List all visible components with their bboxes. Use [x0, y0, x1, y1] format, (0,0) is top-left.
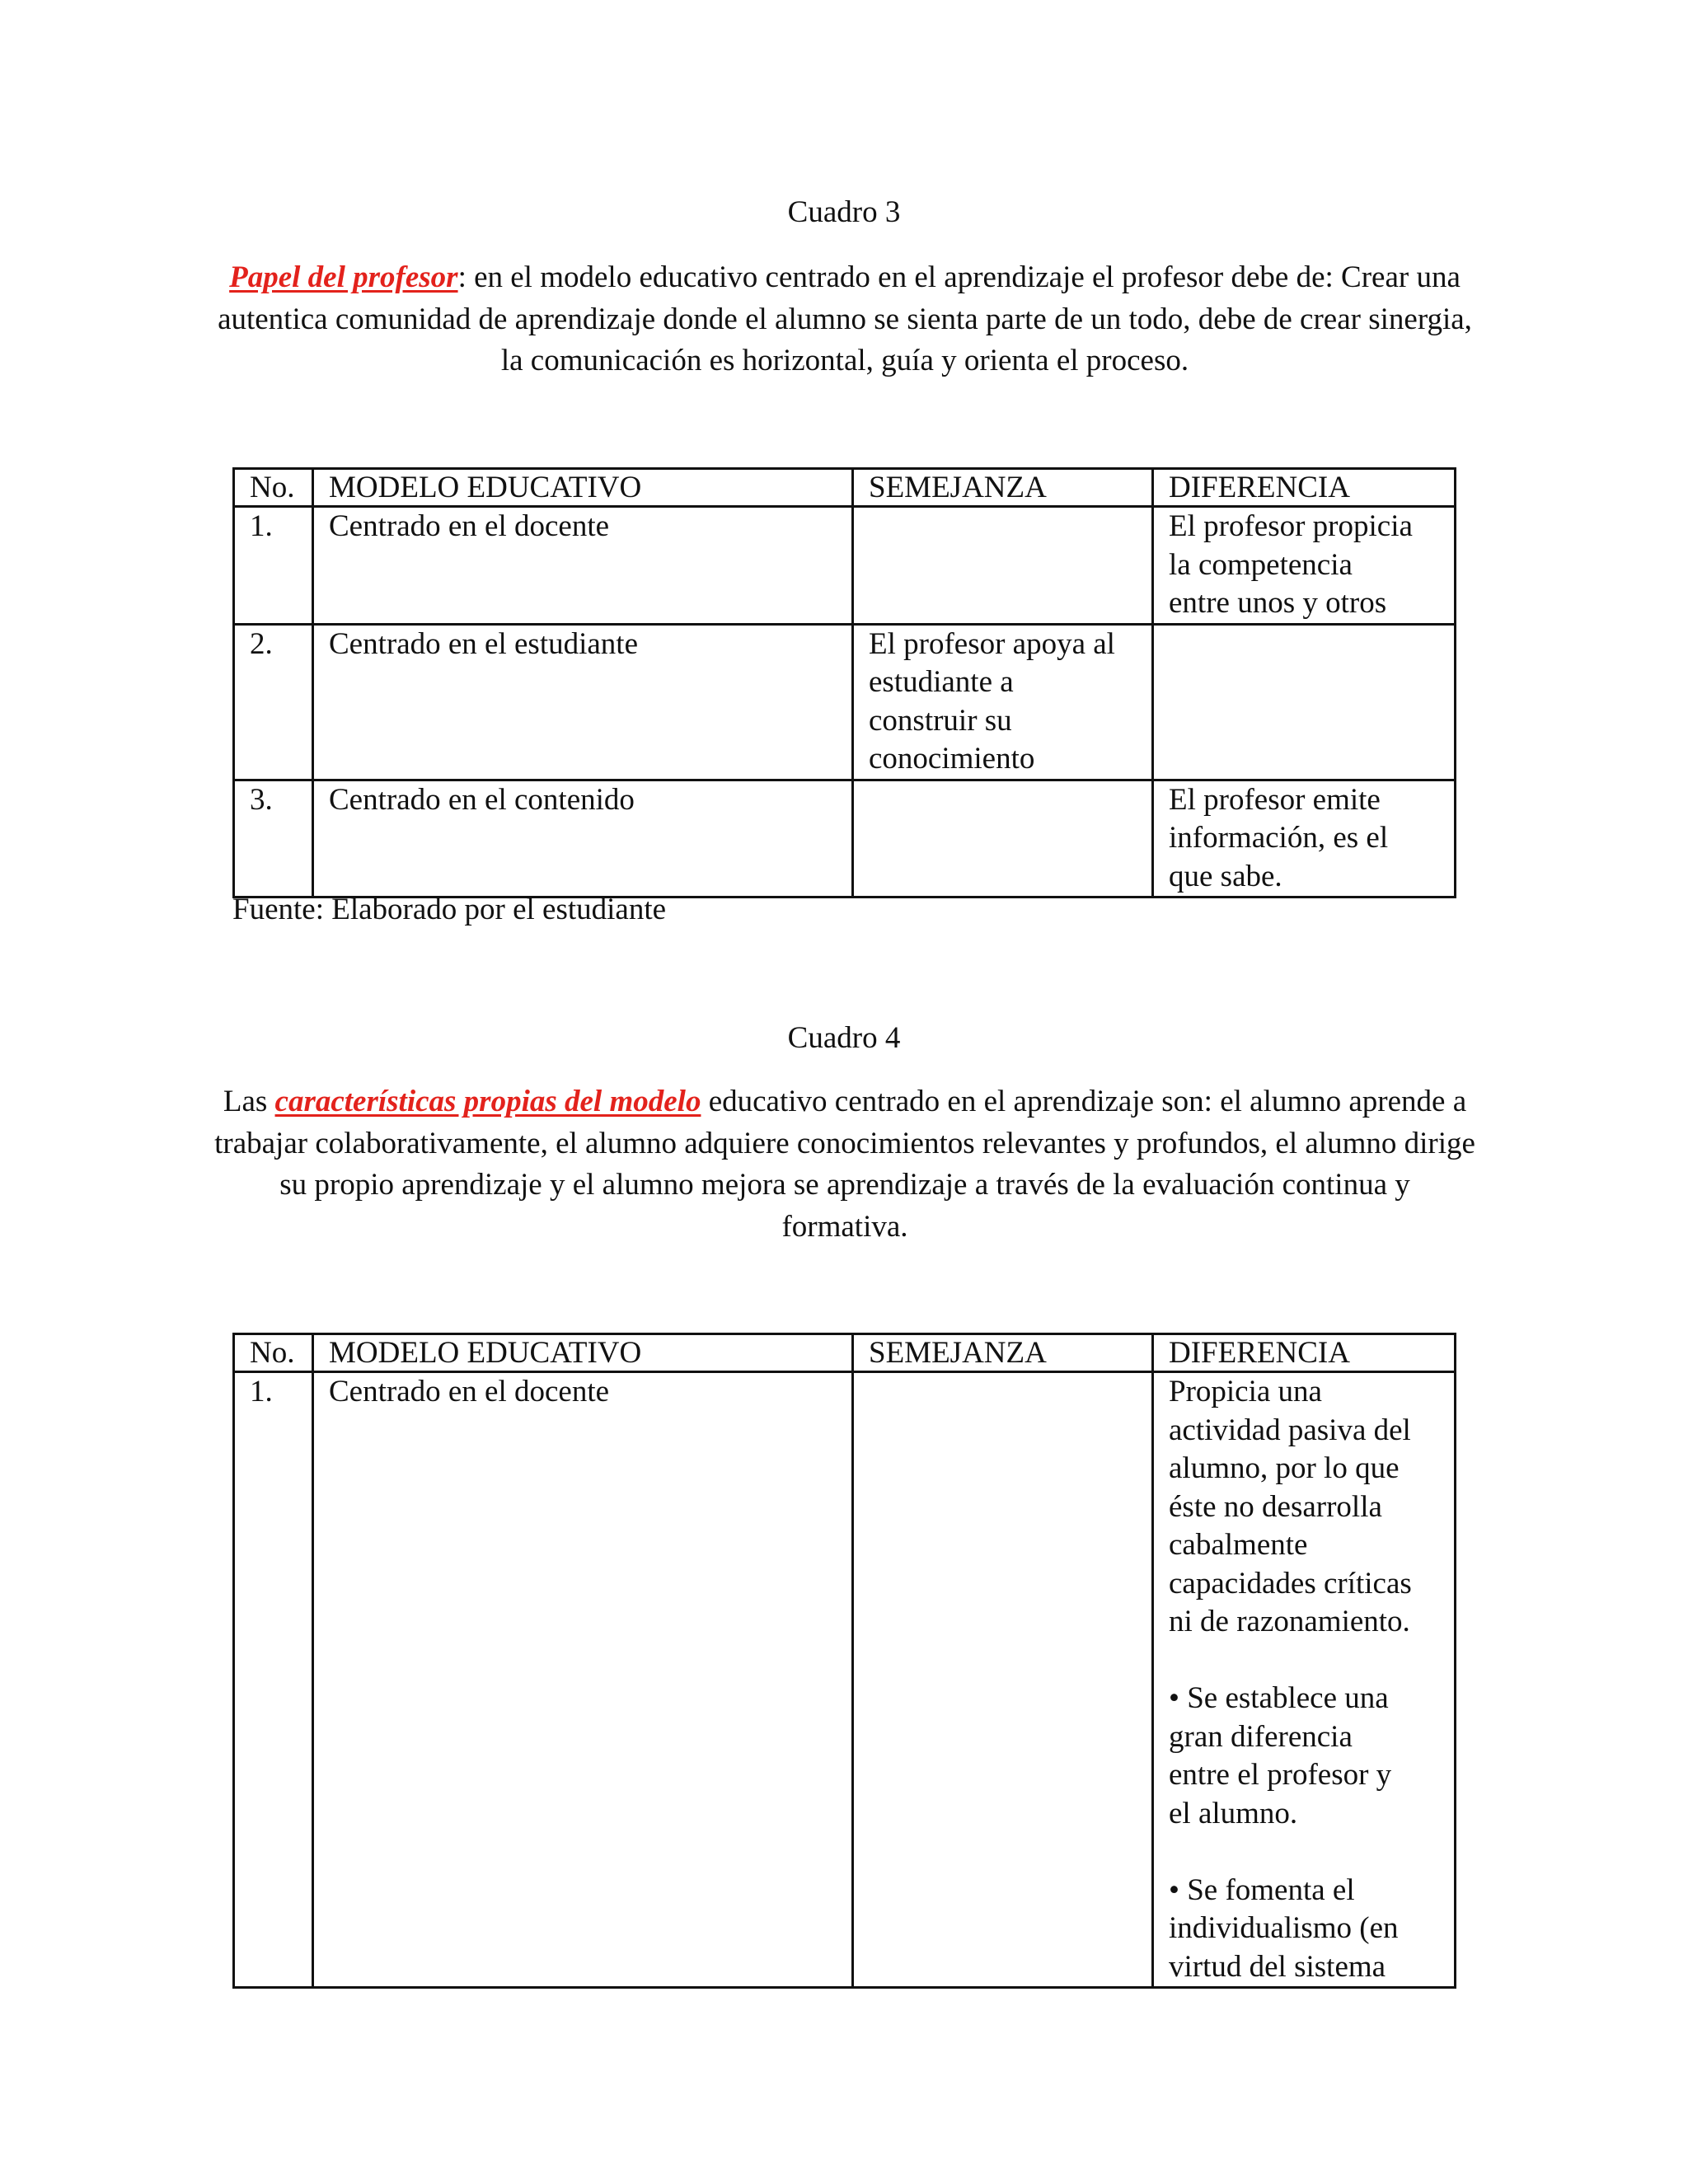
header-no: No.	[234, 469, 313, 507]
row-modelo: Centrado en el estudiante	[313, 624, 853, 780]
diferencia-text: El profesor propicia la competencia entre unos y otros	[1169, 509, 1413, 620]
header-diferencia: DIFERENCIA	[1153, 469, 1456, 507]
diferencia-text: El profesor emite información, es el que sabe.	[1169, 782, 1389, 893]
table-header-row	[234, 469, 1456, 507]
cuadro-4-intro-text: educativo centrado en el aprendizaje son: el alumno aprende a trabajar colaborativamente, el alumno adquiere conocimientos relevantes y profundos, el alumno dirige su propio aprendizaje y el alumno mejora se aprendizaje a través de la evaluación continua y formativa.	[214, 1085, 1475, 1244]
row-semejanza	[853, 624, 1153, 780]
cuadro-3-title: Cuadro 3	[787, 195, 901, 229]
table-row	[234, 780, 1456, 898]
row-diferencia	[1153, 780, 1456, 898]
cuadro-3-intro-highlight: Papel del profesor	[229, 260, 458, 294]
row-number: 1.	[234, 1372, 313, 1988]
cuadro-4-intro	[214, 1081, 1475, 1248]
row-semejanza	[853, 507, 1153, 625]
row-diferencia	[1153, 1372, 1456, 1988]
header-diferencia: DIFERENCIA	[1153, 1334, 1456, 1372]
row-number: 2.	[234, 624, 313, 780]
semejanza-text: El profesor apoya al estudiante a construir su conocimiento	[869, 626, 1115, 776]
row-semejanza	[853, 780, 1153, 898]
row-number: 1.	[234, 507, 313, 625]
cuadro-4-intro-highlight: características propias del modelo	[274, 1085, 701, 1118]
diferencia-text: Propicia una actividad pasiva del alumno, por lo que éste no desarrolla cabalmente capacidades críticas ni de razonamiento. • Se establece una gran diferencia entre el profesor y el alumno. • Se fomenta el individualismo (en virtud del sistema	[1169, 1375, 1412, 1984]
row-number: 3.	[234, 780, 313, 898]
table-row	[234, 624, 1456, 780]
header-no: No.	[234, 1334, 313, 1372]
cuadro-3-intro	[214, 257, 1475, 382]
cuadro-3-source: Fuente: Elaborado por el estudiante	[232, 893, 667, 926]
cuadro-3-table	[232, 467, 1456, 898]
header-modelo: MODELO EDUCATIVO	[313, 469, 853, 507]
table-header-row	[234, 1334, 1456, 1372]
row-diferencia	[1153, 507, 1456, 625]
row-modelo: Centrado en el docente	[313, 1372, 853, 1988]
table-row	[234, 507, 1456, 625]
header-semejanza: SEMEJANZA	[853, 469, 1153, 507]
header-semejanza: SEMEJANZA	[853, 1334, 1153, 1372]
row-modelo: Centrado en el contenido	[313, 780, 853, 898]
row-modelo: Centrado en el docente	[313, 507, 853, 625]
cuadro-4-title: Cuadro 4	[787, 1021, 901, 1055]
cuadro-3-intro-text: : en el modelo educativo centrado en el aprendizaje el profesor debe de: Crear una autentica comunidad de aprendizaje donde el alumno se sienta parte de un todo, debe de crear sinergia, la comunicación es horizontal, guía y orienta el proceso.	[218, 260, 1472, 377]
row-diferencia	[1153, 624, 1456, 780]
header-modelo: MODELO EDUCATIVO	[313, 1334, 853, 1372]
row-semejanza	[853, 1372, 1153, 1988]
cuadro-4-intro-prefix: Las	[223, 1085, 275, 1118]
table-row	[234, 1372, 1456, 1988]
cuadro-4-table	[232, 1333, 1456, 1989]
